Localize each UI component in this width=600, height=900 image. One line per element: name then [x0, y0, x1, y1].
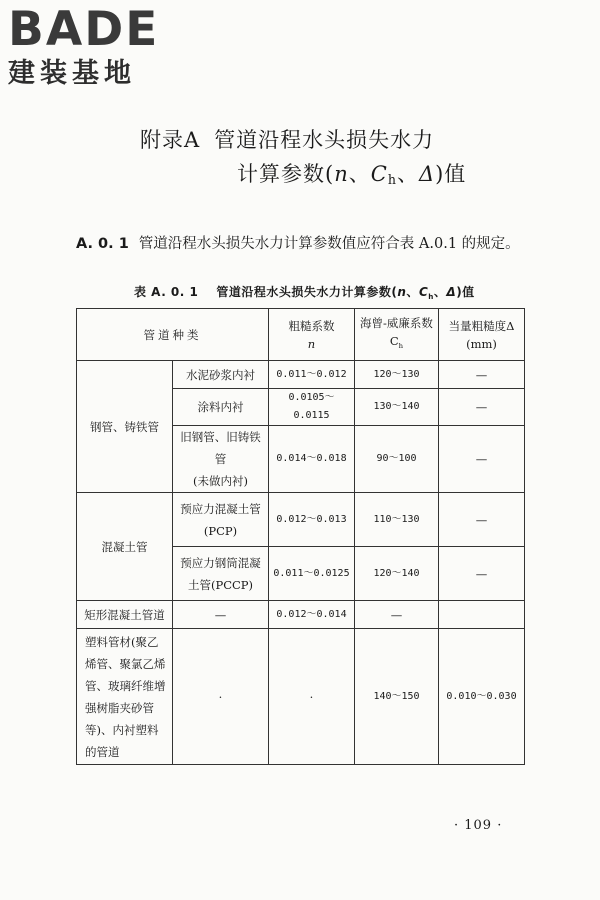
table-row: 混凝土管 预应力混凝土管 (PCP) 0.012～0.013 110～130 — [77, 493, 525, 547]
clause-a01 [76, 232, 536, 257]
table-row: 塑料管材(聚乙 烯管、聚氯乙烯 管、玻璃纤维增 强树脂夹砂管 等)、内衬塑料 的管道 · · 140～150 0.010～0.030 [77, 629, 525, 765]
appendix-label: 附录A [140, 128, 201, 152]
table-row: 钢管、铸铁管 水泥砂浆内衬 0.011～0.012 120～130 — [77, 361, 525, 389]
parameter-table [76, 308, 525, 765]
table-row: 涂料内衬 0.0105～0.0115 130～140 — [77, 389, 525, 426]
logo-wordmark: BADE [8, 2, 160, 57]
bade-logo [8, 2, 178, 90]
table-number: 表 A. 0. 1 [134, 285, 199, 299]
appendix-title-line1 [140, 124, 434, 154]
table-row: 预应力钢筒混凝 土管(PCCP) 0.011～0.0125 120～140 — [77, 547, 525, 601]
header-equivalent-roughness: 当量粗糙度Δ (mm) [439, 309, 525, 361]
table-row: 矩形混凝土管道 — 0.012～0.014 — [77, 601, 525, 629]
header-hazen-williams: 海曾-威廉系数 $C_h$ [355, 309, 439, 361]
group-plastic: 塑料管材(聚乙 烯管、聚氯乙烯 管、玻璃纤维增 强树脂夹砂管 等)、内衬塑料 的管道 [77, 629, 173, 765]
clause-text: 管道沿程水头损失水力计算参数值应符合表 A.0.1 的规定。 [138, 236, 520, 252]
group-steel: 钢管、铸铁管 [77, 361, 173, 493]
header-pipe-type: 管道种类 [77, 309, 269, 361]
clause-number: A. 0. 1 [76, 236, 129, 252]
appendix-title-text: 管道沿程水头损失水力 [214, 128, 435, 152]
header-roughness: 粗糙系数 n [269, 309, 355, 361]
group-rect-concrete: 矩形混凝土管道 [77, 601, 173, 629]
table-header-row [77, 309, 525, 361]
page-number: · 109 · [454, 818, 503, 833]
table-row: 旧钢管、旧铸铁管 (未做内衬) 0.014～0.018 90～100 — [77, 426, 525, 493]
logo-subtitle: 建装基地 [8, 58, 136, 89]
appendix-title-line2: 计算参数(n、$C_h$、Δ)值 [237, 162, 467, 187]
group-concrete: 混凝土管 [77, 493, 173, 601]
table-caption: 表 A. 0. 1 管道沿程水头损失水力计算参数(n、$C_h$、Δ)值 [134, 285, 475, 301]
